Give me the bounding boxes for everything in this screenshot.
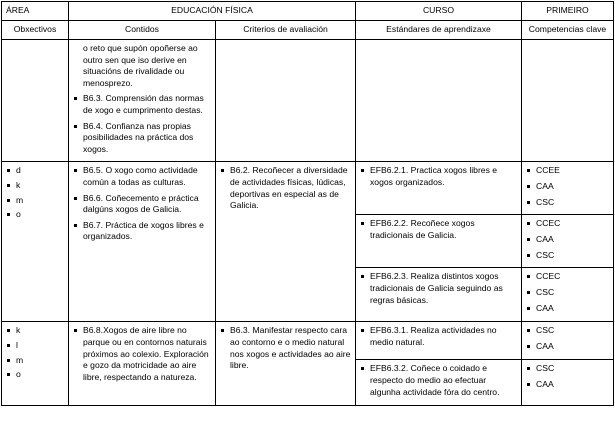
competences-cell [522, 268, 614, 322]
objectives-cell [2, 40, 69, 162]
standards-cell [356, 268, 522, 322]
contents-continued: o reto que supón opoñerse ao outro sen que iso derive en situacións de rivalidade ou menosprezo. [83, 43, 198, 88]
list-item: EFB6.3.2. Coñece o coidado e respecto do medio ao efectuar algunha actividade fóra do centro. [360, 363, 517, 398]
list-item: B6.4. Confianza nas propias posibilidades na práctica dos xogos. [73, 121, 211, 156]
list-item: CAA [526, 341, 609, 353]
standards-cell [356, 322, 522, 360]
area-value: EDUCACIÓN FÍSICA [69, 2, 356, 21]
list-item: k [6, 180, 64, 192]
list-item: EFB6.3.1. Realiza actividades no medio natural. [360, 325, 517, 348]
list-item: EFB6.2.2. Recoñece xogos tradicionais de Galicia. [360, 218, 517, 241]
list-item: B6.3. Comprensión das normas de xogo e cumprimento destas. [73, 93, 211, 116]
list-item: CCEE [526, 165, 609, 177]
criteria-cell [216, 322, 356, 406]
list-item: B6.5. O xogo como actividade común a todas as culturas. [73, 165, 211, 188]
list-item: B6.2. Recoñecer a diversidade de actividades físicas, lúdicas, deportivas en especial as de Galicia. [220, 165, 351, 211]
list-item: B6.8.Xogos de aire libre no parque ou en contornos naturais próximos ao colexio. Exploración e gozo da motricidade ao aire libre, respectando a natureza. [73, 325, 211, 383]
course-label: CURSO [356, 2, 522, 21]
header-row [2, 2, 614, 21]
col-contents: Contidos [69, 21, 216, 40]
list-item: CSC [526, 287, 609, 299]
list-item: B6.7. Práctica de xogos libres e organizados. [73, 220, 211, 243]
course-value: PRIMEIRO [522, 2, 614, 21]
col-criteria: Criterios de avaliación [216, 21, 356, 40]
list-item: CAA [526, 303, 609, 315]
list-item: o [6, 209, 64, 221]
list-item: m [6, 195, 64, 207]
list-item: CAA [526, 234, 609, 246]
list-item: CCEC [526, 218, 609, 230]
curriculum-table [1, 1, 614, 406]
col-objectives: Obxectivos [2, 21, 69, 40]
list-item: o [6, 369, 64, 381]
contents-cell [69, 40, 216, 162]
col-standards: Estándares de aprendizaxe [356, 21, 522, 40]
list-item: CAA [526, 379, 609, 391]
area-label: ÁREA [2, 2, 69, 21]
list-item: CSC [526, 325, 609, 337]
competences-cell [522, 162, 614, 215]
list-item: m [6, 355, 64, 367]
table-row [2, 40, 614, 162]
standards-cell [356, 162, 522, 215]
table-row [2, 322, 614, 360]
objectives-cell [2, 162, 69, 322]
competences-cell [522, 360, 614, 406]
standards-cell [356, 40, 522, 162]
column-headers-row [2, 21, 614, 40]
list-item: CSC [526, 197, 609, 209]
competences-cell [522, 215, 614, 268]
table-row [2, 162, 614, 215]
list-item: B6.3. Manifestar respecto cara ao contorno e o medio natural nos xogos e actividades ao aire libre. [220, 325, 351, 371]
standards-cell [356, 360, 522, 406]
list-item: CAA [526, 181, 609, 193]
standards-cell [356, 215, 522, 268]
list-item: EFB6.2.1. Practica xogos libres e xogos organizados. [360, 165, 517, 188]
list-item: EFB6.2.3. Realiza distintos xogos tradicionais de Galicia seguindo as regras básicas. [360, 271, 517, 306]
col-competences: Competencias clave [522, 21, 614, 40]
list-item: CSC [526, 250, 609, 262]
objectives-cell [2, 322, 69, 406]
competences-cell [522, 322, 614, 360]
list-item: CSC [526, 363, 609, 375]
contents-cell [69, 162, 216, 322]
list-item: B6.6. Coñecemento e práctica dalgúns xogos de Galicia. [73, 193, 211, 216]
competences-cell [522, 40, 614, 162]
list-item: CCEC [526, 271, 609, 283]
criteria-cell [216, 40, 356, 162]
list-item: d [6, 165, 64, 177]
list-item: k [6, 325, 64, 337]
contents-cell [69, 322, 216, 406]
list-item: l [6, 340, 64, 352]
criteria-cell [216, 162, 356, 322]
